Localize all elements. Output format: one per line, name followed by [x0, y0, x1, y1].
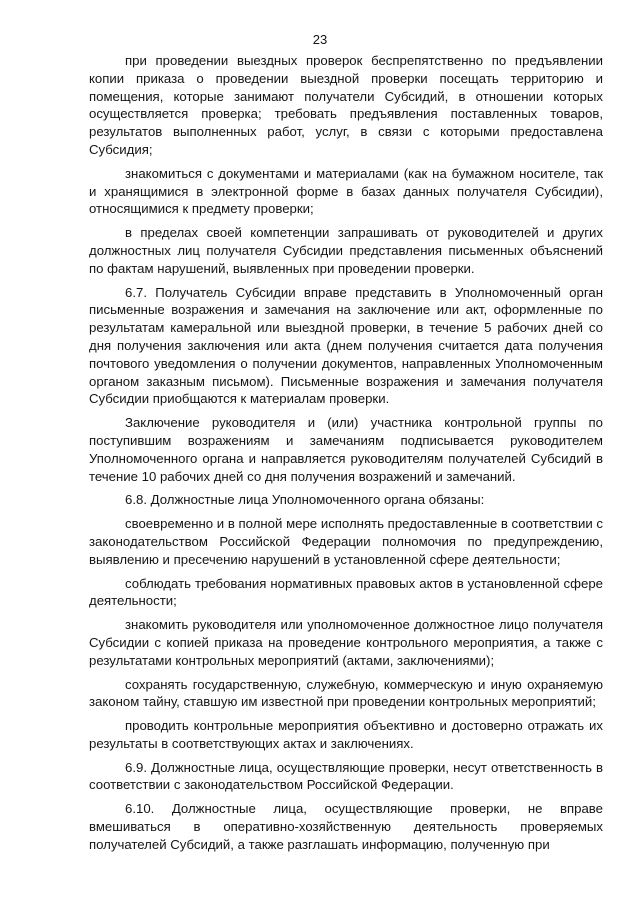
page-number: 23	[312, 32, 328, 47]
paragraph: Заключение руководителя и (или) участника контрольной группы по поступившим возражениям и замечаниям подписывается руководителем Уполномоченного органа и направляется руководителям получателей Субсидий в течение 10 рабочих дней со дня получения возражений и замечаний.	[89, 415, 603, 484]
paragraph: при проведении выездных проверок беспрепятственно по предъявлении копии приказа о проведении выездной проверки посещать территорию и помещения, которые занимают получатели Субсидий, в отношении которых осуществляется проверка; требовать предъявления поставленных товаров, результатов выполненных работ, услуг, в связи с которыми предоставлена Субсидия;	[89, 53, 603, 157]
paragraph: соблюдать требования нормативных правовых актов в установленной сфере деятельности;	[89, 575, 603, 609]
paragraph: в пределах своей компетенции запрашивать от руководителей и других должностных лиц получателя Субсидии представления письменных объяснений по фактам нарушений, выявленных при проведении проверки.	[89, 225, 603, 276]
paragraph: 6.8. Должностные лица Уполномоченного органа обязаны:	[125, 492, 485, 508]
paragraph: проводить контрольные мероприятия объективно и достоверно отражать их результаты в соответствующих актах и заключениях.	[89, 718, 603, 751]
paragraph: 6.9. Должностные лица, осуществляющие проверки, несут ответственность в соответствии с законодательством Российской Федерации.	[89, 759, 603, 793]
paragraph: знакомить руководителя или уполномоченное должностное лицо получателя Субсидии с копией приказа на проведение контрольного мероприятия, а также с результатами контрольных мероприятий (актами, заключениями);	[89, 617, 603, 668]
paragraph: своевременно и в полной мере исполнять предоставленные в соответствии с законодательством Российской Федерации полномочия по предупреждению, выявлению и пресечению нарушений в установленной сфере деятельности;	[89, 516, 603, 567]
paragraph: сохранять государственную, служебную, коммерческую и иную охраняемую законом тайну, ставшую им известной при проведении контрольных мероприятий;	[89, 676, 603, 710]
paragraph: 6.7. Получатель Субсидии вправе представить в Уполномоченный орган письменные возражения и замечания на заключение или акт, оформленные по результатам камеральной или выездной проверки, в течение 5 рабочих дней со дня получения заключения или акта (днем получения считается дата получения почтового уведомления о получении документов, направленных Уполномоченным органом заказным письмом). Письменные возражения и замечания получателя Субсидии приобщаются к материалам проверки.	[89, 284, 603, 407]
paragraph: знакомиться с документами и материалами (как на бумажном носителе, так и хранящимися в электронной форме в базах данных получателя Субсидии), относящимися к предмету проверки;	[89, 165, 603, 217]
paragraph: 6.10. Должностные лица, осуществляющие проверки, не вправе вмешиваться в оперативно-хозяйственную деятельность проверяемых получателей Субсидий, а также разглашать информацию, полученную при	[89, 801, 603, 852]
document-body	[89, 52, 603, 860]
